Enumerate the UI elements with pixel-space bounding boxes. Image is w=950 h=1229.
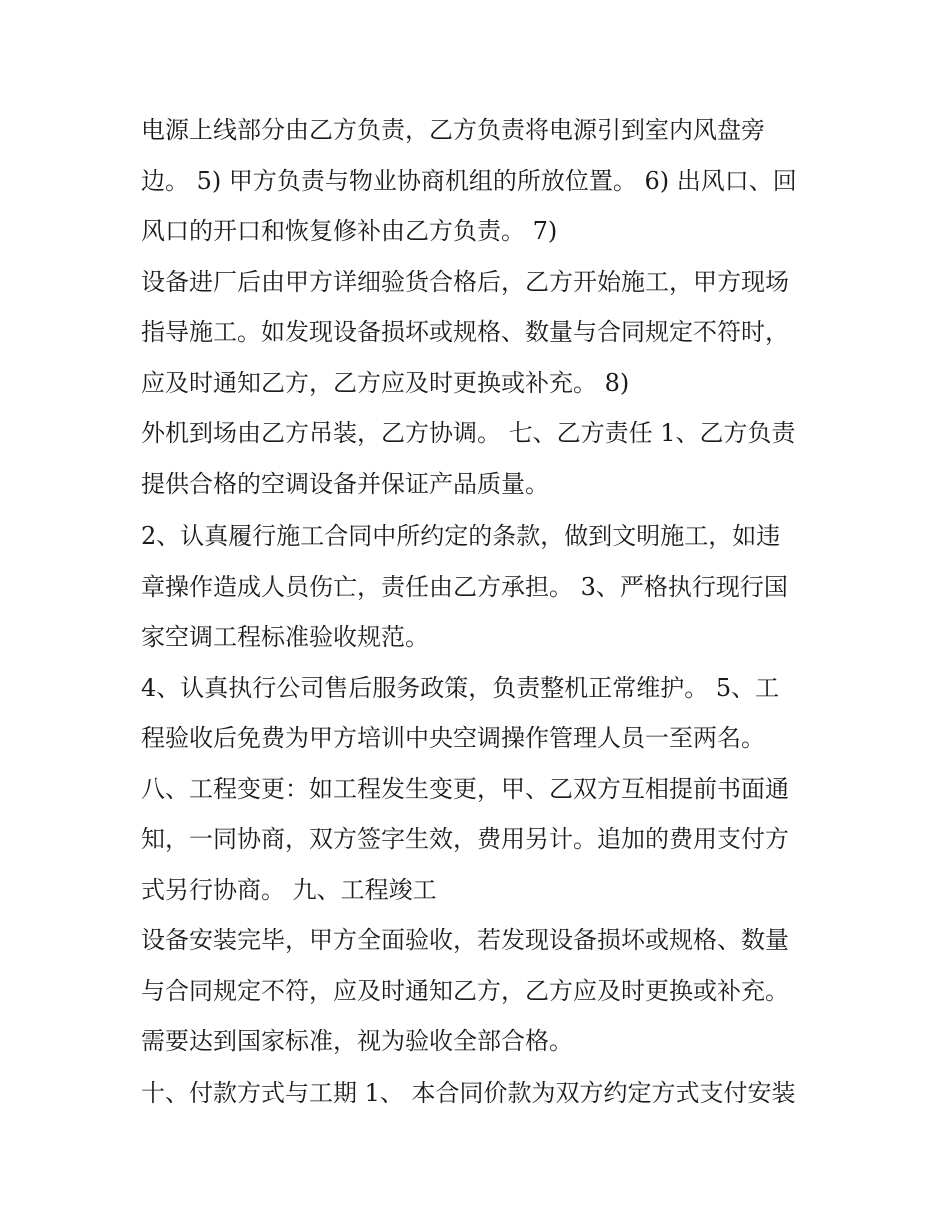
text-line: 2、认真履行施工合同中所约定的条款，做到文明施工，如违 [141, 522, 781, 550]
text-line: 与合同规定不符，应及时通知乙方，乙方应及时更换或补充。 [141, 977, 789, 1005]
text-line: 十、付款方式与工期 1、 本合同价款为双方约定方式支付安装 [141, 1079, 796, 1107]
text-line: 指导施工。如发现设备损坏或规格、数量与合同规定不符时， [141, 318, 789, 346]
text-line: 提供合格的空调设备并保证产品质量。 [141, 470, 549, 498]
text-line: 设备安装完毕，甲方全面验收，若发现设备损坏或规格、数量 [141, 926, 789, 954]
text-line: 外机到场由乙方吊装，乙方协调。 七、乙方责任 1、乙方负责 [141, 419, 796, 447]
text-line: 应及时通知乙方，乙方应及时更换或补充。 8) [141, 369, 630, 397]
text-line: 4、认真执行公司售后服务政策，负责整机正常维护。 5、工 [141, 674, 780, 702]
text-line: 设备进厂后由甲方详细验货合格后，乙方开始施工，甲方现场 [141, 268, 789, 296]
text-line: 风口的开口和恢复修补由乙方负责。 7) [141, 217, 558, 245]
text-line: 知，一同协商，双方签字生效，费用另计。追加的费用支付方 [141, 825, 789, 853]
text-line: 边。 5) 甲方负责与物业协商机组的所放位置。 6) 出风口、回 [141, 167, 797, 195]
text-line: 程验收后免费为甲方培训中央空调操作管理人员一至两名。 [141, 724, 765, 752]
text-line: 需要达到国家标准，视为验收全部合格。 [141, 1027, 573, 1055]
text-line: 式另行协商。 九、工程竣工 [141, 876, 437, 904]
text-line: 章操作造成人员伤亡，责任由乙方承担。 3、严格执行现行国 [141, 573, 788, 601]
text-line: 家空调工程标准验收规范。 [141, 623, 429, 651]
text-line: 电源上线部分由乙方负责，乙方负责将电源引到室内风盘旁 [141, 116, 765, 144]
text-line: 八、工程变更：如工程发生变更，甲、乙双方互相提前书面通 [141, 775, 789, 803]
